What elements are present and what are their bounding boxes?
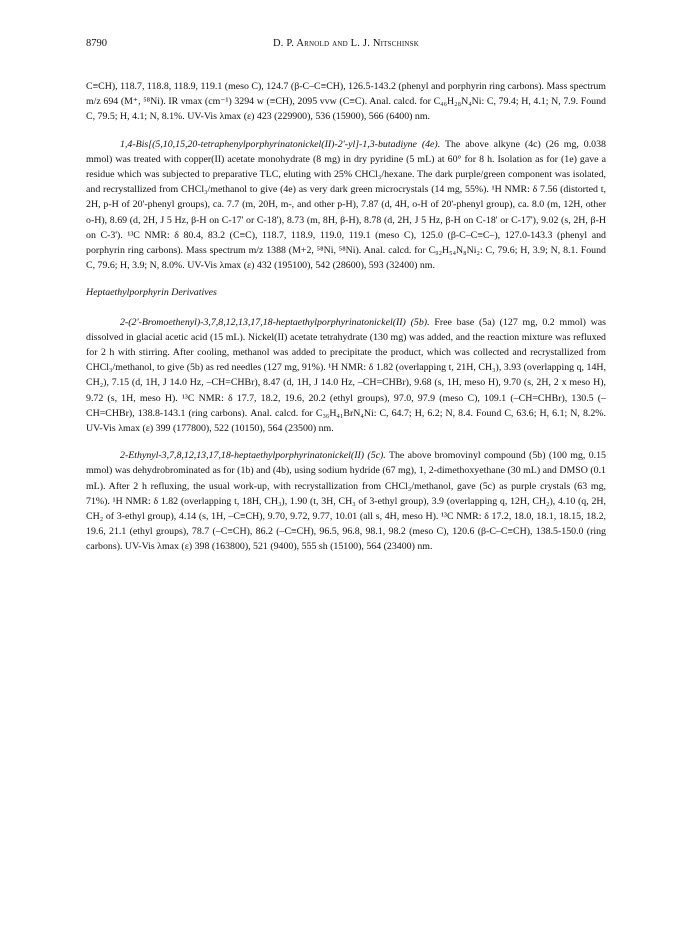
running-head-authors: D. P. Arnold and L. J. Nitschinsk xyxy=(272,38,420,49)
paragraph-continuation: C≡CH), 118.7, 118.8, 118.9, 119.1 (meso C), 124.7 (β-C–C≡CH), 126.5-143.2 (phenyl and porphyrin ring carbons). Mass spectrum m/z 694 (M⁺, ⁵⁸Ni). IR νmax (cm⁻¹) 3294 w (≡CH), 2095 vvw (C≡C). Anal. calcd. for C₄₆H₂₈N₄Ni: C, 79.4; H, 4.1; N, 7.9. Found C, 79.5; H, 4.1; N, 8.1%. UV-Vis λmax (ε) 423 (229900), 536 (15900), 566 (6400) nm. xyxy=(86,81,606,123)
paragraph-compound-5b xyxy=(86,315,606,437)
compound-name-5b: 2-(2'-Bromoethenyl)-3,7,8,12,13,17,18-heptaethylporphyrinatonickel(II) (5b). xyxy=(120,316,430,328)
procedure-text-4e: The above alkyne (4c) (26 mg, 0.038 mmol) was treated with copper(II) acetate monohydrate (8 mg) in dry pyridine (5 mL) at 60° for 8 h. Isolation as for (1e) gave a residue which was subjected to preparative TLC, eluting with 25% CHCl₃/hexane. The dark purple/green component was isolated, and recrystallized from CHCl₃/methanol to give (4e) as very dark green microcrystals (14 mg, 55%). ¹H NMR: δ 7.56 (distorted t, 2H, p-H of 20'-phenyl groups), ca. 7.7 (m, 20H, m-, and other p-H), 7.87 (d, 4H, o-H of 20'-phenyl group), ca. 8.0 (m, 12H, other o-H), 8.69 (d, 2H, J 5 Hz, β-H on C-17' or C-18'), 8.73 (m, 8H, β-H), 8.78 (d, 2H, J 5 Hz, β-H on C-18' or C-17'), 9.02 (s, 2H, β-H on C-3'). ¹³C NMR: δ 80.4, 83.2 (C≡C), 118.7, 118.9, 119.0, 119.1 (meso C), 125.0 (β-C–C≡C–), 127.0-143.3 (phenyl and porphyrin ring carbons). Mass spectrum m/z 1388 (M+2, ⁵⁸Ni, ⁵⁸Ni). Anal. calcd. for C₉₂H₅₄N₈Ni₂: C, 79.6; H, 3.9; N, 8.1. Found C, 79.6; H, 3.9; N, 8.0%. UV-Vis λmax (ε) 432 (195100), 542 (28600), 593 (32400) nm. xyxy=(86,138,606,272)
procedure-text-5b: Free base (5a) (127 mg, 0.2 mmol) was dissolved in glacial acetic acid (15 mL). Nickel(II) acetate tetrahydrate (130 mg) was added, and the reaction mixture was refluxed for 2 h with stirring. After cooling, methanol was added to precipitate the product, which was collected and recrystallized from CHCl₃/methanol, to give (5b) as red needles (127 mg, 91%). ¹H NMR: δ 1.82 (overlapping t, 21H, CH₃), 3.93 (overlapping q, 14H, CH₂), 7.15 (d, 1H, J 14.0 Hz, –CH=CHBr), 8.47 (d, 1H, J 14.0 Hz, –CH=CHBr), 9.68 (s, 1H, meso H), 9.70 (s, 2H, 2 x meso H), 9.72 (s, 1H, meso H). ¹³C NMR: δ 17.7, 18.2, 19.6, 20.2 (ethyl groups), 97.0, 97.9 (meso C), 109.1 (–CH=CHBr), 130.5 (–CH=CHBr), 138.8-143.1 (ring carbons). Anal. calcd. for C₃₆H₄₁BrN₄Ni: C, 64.7; H, 6.2; N, 8.4. Found C, 63.6; H, 6.1; N, 8.2%. UV-Vis λmax (ε) 399 (177800), 522 (10150), 564 (23500) nm. xyxy=(86,316,606,435)
compound-name-4e: 1,4-Bis[(5,10,15,20-tetraphenylporphyrinatonickel(II)-2'-yl]-1,3-butadiyne (4e). xyxy=(120,138,441,150)
subsection-heading: Heptaethylporphyrin Derivatives xyxy=(86,287,217,299)
page-header xyxy=(86,38,606,58)
compound-name-5c: 2-Ethynyl-3,7,8,12,13,17,18-heptaethylporphyrinatonickel(II) (5c). xyxy=(120,450,386,462)
experimental-section xyxy=(86,79,606,555)
journal-page xyxy=(86,38,606,567)
procedure-text-5c: The above bromovinyl compound (5b) (100 mg, 0.15 mmol) was dehydrobrominated as for (1b) and (4b), using sodium hydride (67 mg), 1, 2-dimethoxyethane (30 mL) and DMSO (0.1 mL). After 2 h refluxing, the usual work-up, with recrystallization from CHCl₃/methanol, gave (5c) as purple crystals (63 mg, 71%). ¹H NMR: δ 1.82 (overlapping t, 18H, CH₃), 1.90 (t, 3H, CH₃ of 3-ethyl group), 3.9 (overlapping q, 12H, CH₂), 4.10 (q, 2H, CH₂ of 3-ethyl group), 4.14 (s, 1H, –C≡CH), 9.70, 9.72, 9.77, 10.01 (all s, 4H, meso H). ¹³C NMR: δ 17.2, 18.0, 18.1, 18.15, 18.2, 19.6, 21.1 (ethyl groups), 78.7 (–C≡CH), 86.2 (–C≡CH), 96.5, 96.8, 98.1, 98.2 (meso C), 120.6 (β-C–C≡CH), 138.5-150.0 (ring carbons). UV-Vis λmax (ε) 398 (163800), 521 (9400), 555 sh (15100), 564 (23400) nm. xyxy=(86,450,606,553)
paragraph-compound-5c xyxy=(86,448,606,554)
paragraph-compound-4e xyxy=(86,137,606,274)
page-number: 8790 xyxy=(86,38,107,49)
